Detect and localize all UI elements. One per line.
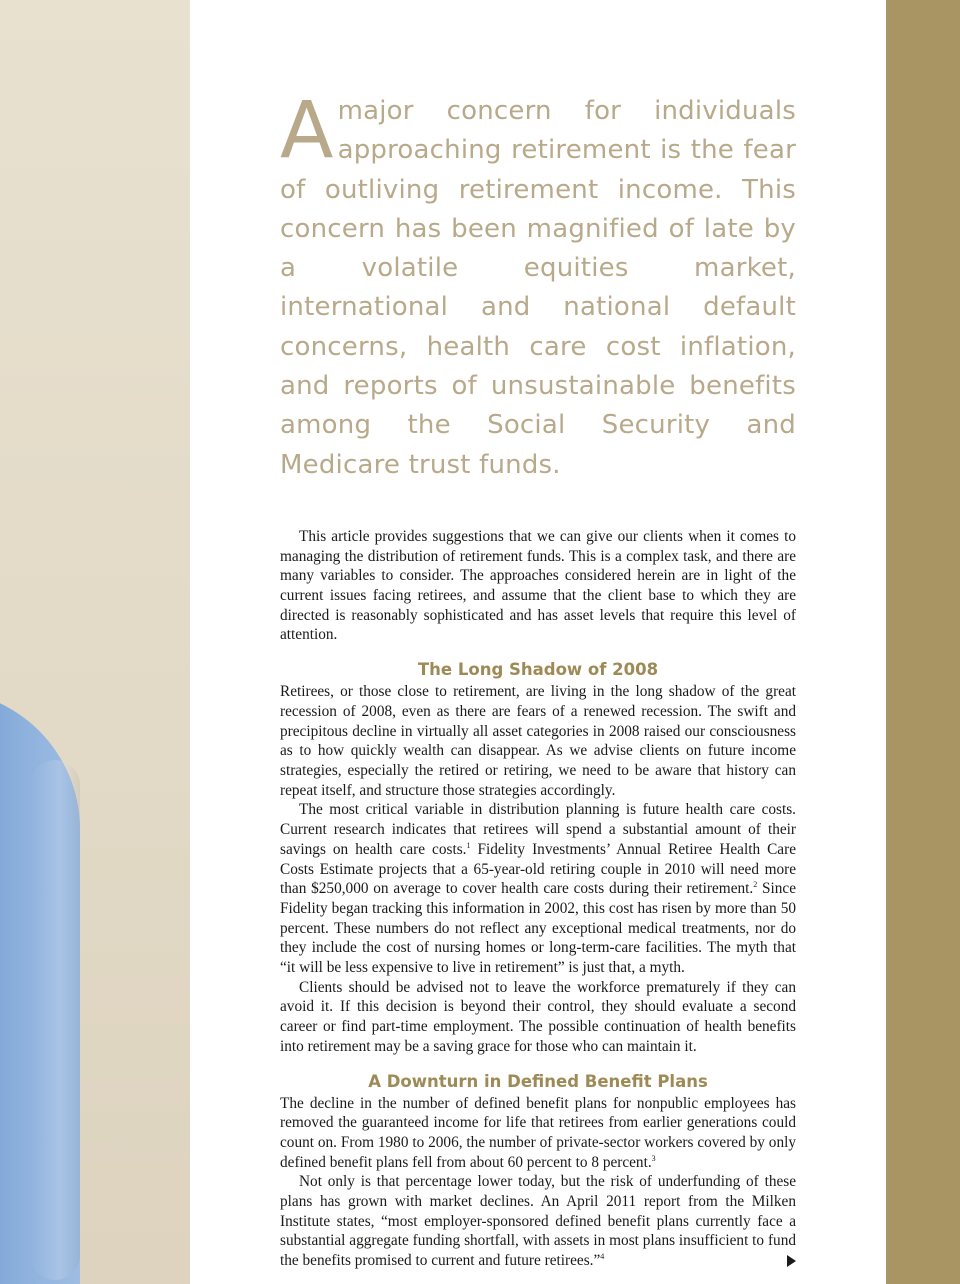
paragraph-text: The decline in the number of defined benefit plans for nonpublic employees has removed the guaranteed income for life that retirees from earlier generations could count on. From 1980 to 2006, the number of private-sector workers covered by only defined benefit plans fell from about 60 percent to 8 percent. xyxy=(280,1094,796,1171)
article xyxy=(280,86,796,1271)
lead-text: major concern for individuals approaching retirement is the fear of outliving retirement income. This concern has been magnified of late by a volatile equities market, international and national default concerns, health care cost inflation, and reports of unsustainable benefits among the Social Security and Medicare trust funds. xyxy=(280,96,796,480)
paragraph-text: Since Fidelity began tracking this information in 2002, this cost has risen by more than 50 percent. These numbers do not reflect any exceptional medical treatments, nor do they include the cost of nursing homes or long-term-care facilities. The myth that “it will be less expensive to live in retirement” is just that, a myth. xyxy=(280,880,796,977)
section2-paragraph-2 xyxy=(280,1172,796,1271)
footnote-ref-3[interactable]: 3 xyxy=(651,1153,656,1163)
article-body xyxy=(280,527,796,1271)
footnote-ref-1[interactable]: 1 xyxy=(466,840,471,850)
footnote-ref-2[interactable]: 2 xyxy=(753,880,758,890)
gold-border-strip xyxy=(886,0,960,1284)
section-heading-defined-benefit: A Downturn in Defined Benefit Plans xyxy=(368,1071,708,1091)
paragraph-text: The most critical variable in distribution planning is future health care costs. Current research indicates that retirees will spend a substantial amount of their savings on health care costs. xyxy=(280,801,796,858)
person-arm-shade xyxy=(30,760,80,1280)
paragraph-text: Not only is that percentage lower today, but the risk of underfunding of these plans has grown with market declines. An April 2011 report from the Milken Institute states, “most employer-sponsored defined benefit plans currently face a substantial aggregate funding shortfall, with assets in most plans insufficient to fund the benefits promised to current and future retirees.” xyxy=(280,1173,796,1270)
section-heading-long-shadow: The Long Shadow of 2008 xyxy=(417,660,659,680)
section1-paragraph-2 xyxy=(280,800,796,977)
section1-paragraph-1: Retirees, or those close to retirement, are living in the long shadow of the great recession of 2008, even as there are fears of a renewed recession. The swift and precipitous decline in virtually all asset categories in 2008 raised our consciousness as to how quickly wealth can disappear. As we advise clients on future income strategies, especially the retired or retiring, we need to be aware that history can repeat itself, and structure those strategies accordingly. xyxy=(280,683,796,799)
lead-paragraph xyxy=(280,86,796,485)
intro-paragraph: This article provides suggestions that we can give our clients when it comes to managing the distribution of retirement funds. This is a complex task, and there are many variables to consider. The approaches considered herein are in light of the current issues facing retirees, and assume that the client base to which they are directed is reasonably sophisticated and has asset levels that require this level of attention. xyxy=(280,527,796,644)
drop-cap: A xyxy=(280,86,334,176)
footnote-ref-4[interactable]: 4 xyxy=(600,1252,605,1262)
section1-paragraph-3: Clients should be advised not to leave the workforce prematurely if they can avoid it. If this decision is beyond their control, they should evaluate a second career or find part-time employment. The possible continuation of health benefits into retirement may be a saving grace for those who can maintain it. xyxy=(280,978,796,1055)
continue-arrow-icon[interactable] xyxy=(787,1255,796,1267)
paragraph-text: Fidelity Investments’ Annual Retiree Health Care Costs Estimate projects that a 65-year-old retiring couple in 2010 will need more than $250,000 on average to cover health care costs during their retirement. xyxy=(280,840,796,898)
photo-background xyxy=(0,0,190,1284)
section2-paragraph-1 xyxy=(280,1094,796,1173)
